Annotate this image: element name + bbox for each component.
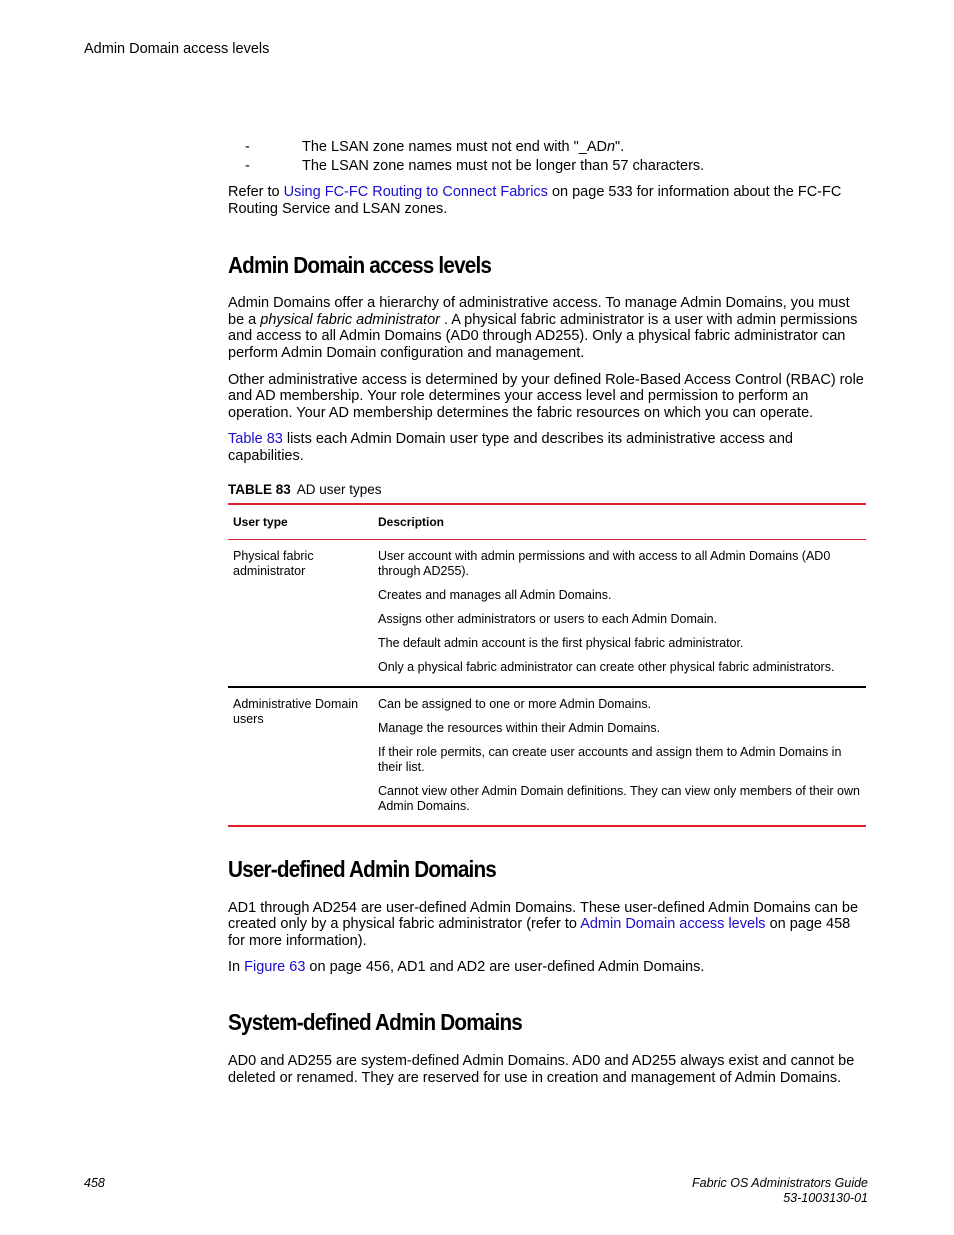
- user-type-cell: Administrative Domain users: [233, 696, 359, 726]
- body-paragraph: Other administrative access is determined by your defined Role-Based Access Control (RBAC) role and AD membership. Your role determines your access level and permission to perform an operation. Your AD membership determines the fabric resources on which you can operate.: [228, 371, 864, 421]
- column-header-description: Description: [378, 514, 445, 529]
- access-levels-link[interactable]: Admin Domain access levels: [580, 916, 766, 933]
- page-number: 458: [84, 1176, 105, 1190]
- table-caption: TABLE 83 AD user types: [228, 481, 382, 497]
- fc-fc-routing-link[interactable]: Using FC-FC Routing to Connect Fabrics: [283, 184, 548, 200]
- table-row: [228, 687, 866, 826]
- footer-title: Fabric OS Administrators Guide: [692, 1176, 868, 1190]
- user-type-cell: Physical fabric administrator: [233, 548, 314, 578]
- section-heading-system-defined: System-defined Admin Domains: [228, 1008, 523, 1035]
- bullet-list: [228, 138, 866, 176]
- body-paragraph: AD1 through AD254 are user-defined Admin Domains. These user-defined Admin Domains can be created only by a physical fabric administrator (refer to Admin Domain access levels on page 458 for more information).: [228, 899, 859, 949]
- table-83-link[interactable]: Table 83: [228, 431, 283, 448]
- page-content: [228, 138, 866, 1086]
- footer-doc-info: [692, 1176, 868, 1206]
- body-paragraph: In Figure 63 on page 456, AD1 and AD2 are user-defined Admin Domains.: [228, 959, 705, 976]
- refer-paragraph: Refer to Using FC-FC Routing to Connect Fabrics on page 533 for information about the FC-FC Routing Service and LSAN zones.: [228, 184, 842, 217]
- running-head: Admin Domain access levels: [84, 41, 270, 57]
- table-row: [228, 539, 866, 687]
- figure-63-link[interactable]: Figure 63: [244, 959, 306, 976]
- footer-doc-number: 53-1003130-01: [783, 1191, 868, 1205]
- body-paragraph: Admin Domains offer a hierarchy of administrative access. To manage Admin Domains, you must be a physical fabric administrator . A physical fabric administrator is a user with admin permissions and access to all Admin Domains (AD0 through AD255). Only a physical fabric administrator can perform Admin Domain configuration and management.: [228, 295, 858, 361]
- list-item: - The LSAN zone names must not end with "_ADn".: [245, 139, 625, 155]
- description-cell: Can be assigned to one or more Admin Domains. Manage the resources within their Admin Domains. If their role permits, can create user accounts and assign them to Admin Domains in their list. Cannot view other Admin Domain definitions. They can view only members of their own Admin Domains.: [378, 696, 860, 813]
- user-types-table: [228, 503, 866, 827]
- table-header-row: [228, 504, 866, 540]
- body-paragraph: Table 83 lists each Admin Domain user type and describes its administrative access and capabilities.: [228, 431, 793, 464]
- list-item: - The LSAN zone names must not be longer than 57 characters.: [245, 158, 705, 174]
- section-heading-access-levels: Admin Domain access levels: [228, 252, 492, 279]
- section-heading-user-defined: User-defined Admin Domains: [228, 855, 497, 882]
- description-cell: User account with admin permissions and with access to all Admin Domains (AD0 through AD255). Creates and manages all Admin Domains. Assigns other administrators or users to each Admin Domain. The default admin account is the first physical fabric administrator. Only a physical fabric administrator can create other physical fabric administrators.: [378, 548, 835, 674]
- body-paragraph: AD0 and AD255 are system-defined Admin Domains. AD0 and AD255 always exist and cannot be deleted or renamed. They are reserved for use in creation and management of Admin Domains.: [228, 1052, 855, 1086]
- column-header-user-type: User type: [233, 514, 288, 529]
